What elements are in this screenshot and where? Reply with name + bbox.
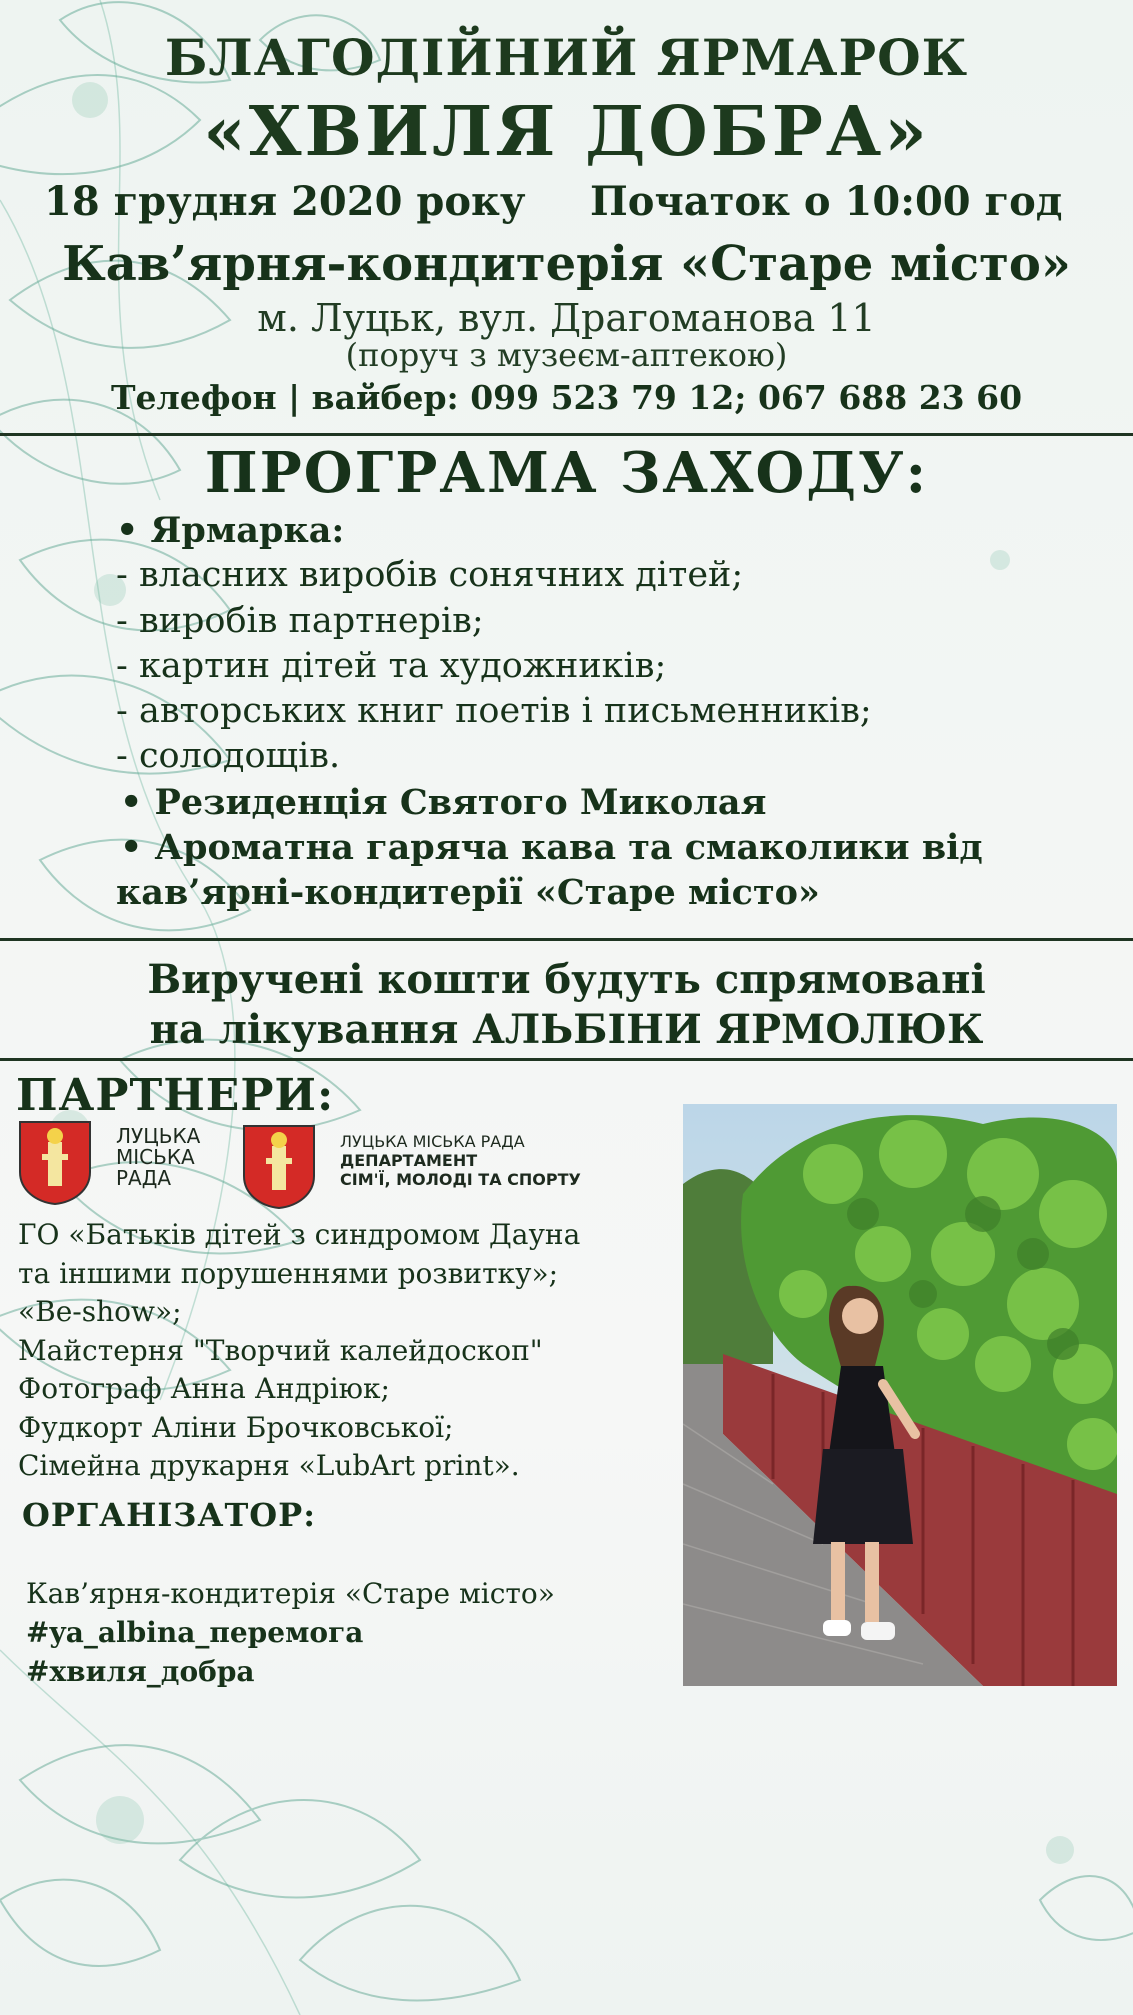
event-type-heading: БЛАГОДІЙНИЙ ЯРМАРОК [164,28,969,87]
divider [0,1058,1133,1061]
logo-family-department-text: ЛУЦЬКА МІСЬКА РАДА ДЕПАРТАМЕНТ СІМ'Ї, МОЛОДІ ТА СПОРТУ [340,1132,581,1189]
family-department-coat-of-arms-icon [242,1124,316,1210]
divider [0,433,1133,436]
partner-item: «Be-show»; [18,1295,182,1328]
program-list [116,508,1076,916]
event-title: «ХВИЛЯ ДОБРА» [203,92,930,172]
organizer-name: Кав’ярня-кондитерія «Старе місто» [26,1577,555,1610]
program-item: - картин дітей та художників; [116,645,667,686]
partners-list [18,1216,678,1486]
divider [0,938,1133,941]
partner-item: Фотограф Анна Андріюк; [18,1372,390,1405]
partner-item: Сімейна друкарня «LubArt print». [18,1449,520,1482]
event-venue: Кав’ярня-кондитерія «Старе місто» [62,236,1071,292]
partners-title: ПАРТНЕРИ: [16,1070,335,1121]
program-item: • Ярмарка: [116,510,345,551]
partner-item: та іншими порушеннями розвитку»; [18,1256,559,1290]
event-date: 18 грудня 2020 року [44,178,526,225]
organizer-title: ОРГАНІЗАТОР: [22,1496,316,1534]
city-council-coat-of-arms-icon [18,1120,92,1206]
hashtag: #ya_albina_перемога [26,1616,364,1649]
program-item: кав’ярні-кондитерії «Старе місто» [116,872,820,914]
organizer-block [26,1574,555,1691]
event-address: м. Луцьк, вул. Драгоманова 11 [257,296,876,340]
program-title: ПРОГРАМА ЗАХОДУ: [204,440,929,506]
program-item: - солодощів. [116,736,341,777]
hashtag: #хвиля_добра [26,1655,255,1688]
event-start-time: Початок о 10:00 год [590,178,1063,225]
funds-line: на лікування АЛЬБІНИ ЯРМОЛЮК [149,1006,984,1053]
program-item: • Ароматна гаряча кава та смаколики від [120,827,983,869]
program-item: - виробів партнерів; [116,600,484,641]
funds-line: Виручені кошти будуть спрямовані [147,956,986,1003]
partner-item: Майстерня "Творчий калейдоскоп" [18,1333,543,1367]
partner-item: Фудкорт Аліни Брочковської; [18,1410,454,1444]
program-item: - власних виробів сонячних дітей; [116,555,744,596]
logo-city-council-text: ЛУЦЬКА МІСЬКА РАДА [116,1124,201,1190]
partner-item: ГО «Батьків дітей з синдромом Дауна [18,1218,581,1251]
program-item: - авторських книг поетів і письменників; [116,691,872,732]
event-address-note: (поруч з музеєм-аптекою) [345,336,788,374]
contact-phone: Телефон | вайбер: 099 523 79 12; 067 688 23 60 [110,378,1023,417]
beneficiary-photo [683,1104,1117,1686]
program-item: • Резиденція Святого Миколая [120,781,767,823]
funds-purpose [0,955,1133,1055]
